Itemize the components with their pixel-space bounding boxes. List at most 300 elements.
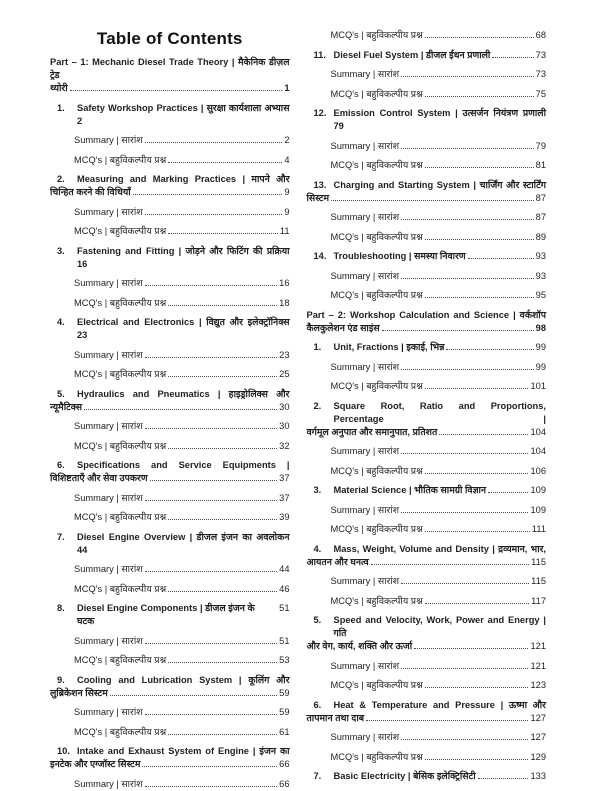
toc-chapter-entry[interactable]	[50, 459, 290, 485]
dot-leader	[168, 373, 277, 377]
toc-entry-line	[74, 492, 290, 505]
toc-entry-line	[331, 445, 547, 458]
page-number: 66	[279, 778, 290, 789]
page-title: Table of Contents	[96, 29, 243, 48]
toc-entry-line	[307, 614, 547, 640]
chapter-number: 3.	[313, 485, 322, 495]
entry-label: Summary | सारांश	[74, 135, 143, 145]
toc-part-heading[interactable]	[307, 309, 547, 335]
toc-chapter-entry[interactable]	[50, 102, 290, 128]
entry-label: Safety Workshop Practices | सुरक्षा कार्यशाला अभ्यास	[77, 102, 290, 113]
toc-entry-line	[50, 82, 290, 95]
dot-leader	[70, 87, 283, 91]
entry-label: MCQ's | बहुविकल्पीय प्रश्न	[330, 30, 423, 40]
chapter-number: 1.	[313, 342, 322, 352]
toc-entry-line	[50, 186, 290, 199]
entry-label: Summary | सारांश	[330, 446, 400, 456]
entry-label: चिन्हित करने की विधियाँ	[50, 187, 131, 197]
page-number: 59	[279, 707, 290, 717]
entry-label: Part – 1: Mechanic Diesel Trade Theory | मैकेनिक डीज़ल ट्रेड	[50, 57, 290, 80]
toc-sub-entry[interactable]	[50, 635, 290, 648]
toc-entry-line	[50, 674, 290, 687]
dot-leader	[168, 159, 282, 163]
toc-sub-entry[interactable]	[307, 595, 547, 608]
toc-sub-entry[interactable]	[307, 465, 547, 478]
page-number: 53	[279, 655, 290, 665]
dot-leader	[84, 406, 277, 410]
entry-label: वर्गमूल अनुपात और समानुपात, प्रतिशत	[306, 426, 438, 437]
page-number: 104	[530, 446, 546, 456]
page-number: 68	[535, 30, 546, 40]
entry-label: Cooling and Lubrication System | कूलिंग और	[77, 674, 290, 685]
toc-entry-line	[74, 349, 290, 362]
page-number: 104	[530, 426, 546, 437]
chapter-number: 8.	[57, 603, 65, 613]
toc-sub-entry[interactable]	[307, 523, 547, 536]
toc-entry-line	[74, 706, 290, 719]
dot-leader	[425, 470, 529, 474]
entry-label: Troubleshooting | समस्या निवारण	[333, 251, 466, 261]
toc-entry-line	[74, 583, 290, 596]
page-number: 30	[279, 401, 290, 412]
chapter-number: 14.	[313, 251, 327, 261]
toc-entry-line	[331, 660, 547, 673]
page-number: 61	[279, 726, 290, 737]
entry-label: Summary | सारांश	[74, 635, 143, 646]
page-number: 99	[535, 361, 546, 372]
toc-sub-entry[interactable]	[307, 361, 547, 374]
toc-entry-line	[74, 563, 290, 576]
chapter-number: 1.	[57, 102, 65, 113]
toc-sub-entry[interactable]	[50, 206, 290, 219]
entry-label: MCQ's | बहुविकल्पीय प्रश्न	[74, 226, 167, 236]
dot-leader	[446, 346, 533, 350]
toc-entry-line	[331, 29, 547, 42]
toc-chapter-entry[interactable]	[307, 614, 547, 653]
entry-label: Summary | सारांश	[330, 69, 400, 79]
toc-entry-line	[331, 211, 547, 224]
toc-entry-line	[74, 277, 290, 290]
page-number: 89	[535, 231, 546, 242]
toc-entry-line	[74, 206, 290, 219]
dot-leader	[110, 692, 277, 696]
entry-label: थ्योरी	[50, 83, 68, 93]
dot-leader	[425, 34, 534, 38]
page-number: 9	[284, 206, 290, 217]
toc-entry-line	[307, 192, 547, 205]
toc-chapter-entry[interactable]	[307, 250, 547, 263]
page-number: 23	[77, 330, 88, 340]
chapter-number: 5.	[57, 388, 65, 399]
toc-entry-line	[50, 329, 290, 342]
toc-entry-line	[331, 159, 547, 172]
toc-entry-line	[74, 225, 290, 238]
toc-sub-entry[interactable]	[307, 270, 547, 283]
dot-leader	[150, 477, 278, 481]
page-number: 123	[530, 680, 546, 690]
entry-label: MCQ's | बहुविकल्पीय प्रश्न	[74, 726, 167, 737]
entry-label: Square Root, Ratio and Proportions, Percentage |	[333, 400, 546, 424]
toc-sub-entry[interactable]	[50, 225, 290, 238]
toc-sub-entry[interactable]	[50, 583, 290, 596]
dot-leader	[492, 54, 533, 58]
page-number: 30	[279, 421, 290, 431]
dot-leader	[414, 645, 528, 649]
toc-entry-line	[74, 511, 290, 524]
toc-entry-line	[50, 459, 290, 472]
toc-sub-entry[interactable]	[50, 511, 290, 524]
page-number: 99	[535, 342, 546, 352]
toc-entry-line	[331, 465, 547, 478]
toc-entry-line	[50, 687, 290, 700]
dot-leader	[401, 736, 528, 740]
toc-entry-line	[74, 297, 290, 310]
toc-sub-entry[interactable]	[50, 492, 290, 505]
toc-chapter-entry[interactable]	[50, 674, 290, 700]
dot-leader	[401, 366, 534, 370]
toc-chapter-entry[interactable]	[307, 341, 547, 354]
chapter-number: 9.	[57, 674, 65, 685]
toc-entry-line	[307, 107, 547, 120]
toc-sub-entry[interactable]	[307, 159, 547, 172]
chapter-number: 11.	[313, 49, 326, 60]
toc-entry-line	[74, 654, 290, 667]
page-number: 133	[530, 771, 546, 781]
dot-leader	[145, 783, 278, 787]
toc-sub-entry[interactable]	[307, 29, 547, 42]
toc-entry-line	[331, 140, 547, 153]
toc-sub-entry[interactable]	[307, 731, 547, 744]
toc-entry-line	[307, 322, 547, 335]
toc-sub-entry[interactable]	[50, 154, 290, 167]
toc-sub-entry[interactable]	[50, 706, 290, 719]
toc-entries-right	[307, 29, 547, 783]
toc-entry-line	[307, 712, 547, 725]
toc-entry-line	[50, 258, 290, 271]
dot-leader	[133, 191, 283, 195]
entry-label: MCQ's | बहुविकल्पीय प्रश्न	[330, 751, 423, 762]
toc-sub-entry[interactable]	[307, 140, 547, 153]
dot-leader	[142, 763, 277, 767]
page-number: 101	[530, 381, 546, 391]
toc-entry-line	[50, 102, 290, 115]
entry-label: इनटेक और एग्जॉस्ट सिस्टम	[50, 759, 141, 769]
toc-sub-entry[interactable]	[307, 380, 547, 393]
page-number: 37	[279, 492, 290, 503]
toc-sub-entry[interactable]	[50, 420, 290, 433]
page-number: 44	[77, 544, 88, 555]
page-number: 44	[279, 564, 290, 574]
dot-leader	[401, 275, 534, 279]
entry-label: Summary | सारांश	[330, 270, 400, 281]
dot-leader	[145, 354, 278, 358]
entry-label: MCQ's | बहुविकल्पीय प्रश्न	[74, 297, 167, 308]
page-number: 11	[279, 226, 290, 236]
toc-entry-line	[74, 368, 290, 381]
entry-label: Summary | सारांश	[74, 206, 143, 217]
entry-label: MCQ's | बहुविकल्पीय प्रश्न	[330, 524, 423, 534]
entry-label: Fastening and Fitting | जोड़ने और फिटिंग की प्रक्रिया	[77, 245, 290, 256]
toc-sub-entry[interactable]	[307, 68, 547, 81]
toc-chapter-entry[interactable]	[307, 49, 547, 62]
dot-leader	[425, 385, 529, 389]
toc-chapter-entry[interactable]	[50, 745, 290, 771]
page-number: 18	[279, 297, 290, 308]
toc-entry-line	[307, 640, 547, 653]
entry-label: आयतन और घनत्व	[306, 556, 369, 567]
toc-entry-line	[50, 316, 290, 329]
entry-label: सिस्टम	[306, 192, 330, 203]
entry-label: Summary | सारांश	[330, 212, 400, 222]
toc-entry-line	[331, 575, 547, 588]
chapter-number: 6.	[313, 699, 322, 710]
toc-sub-entry[interactable]	[50, 349, 290, 362]
toc-chapter-entry[interactable]	[50, 316, 290, 342]
chapter-number: 2.	[57, 174, 65, 184]
toc-entry-line	[50, 472, 290, 485]
dot-leader	[168, 516, 277, 520]
entry-label: और वेग, कार्य, शक्ति और ऊर्जा	[306, 641, 413, 651]
page-number: 87	[535, 192, 546, 203]
toc-sub-entry[interactable]	[50, 440, 290, 453]
toc-chapter-entry[interactable]	[307, 484, 547, 497]
dot-leader	[145, 711, 278, 715]
chapter-number: 10.	[57, 746, 70, 756]
page-number: 87	[535, 212, 546, 222]
toc-chapter-entry[interactable]	[50, 602, 290, 628]
chapter-number: 4.	[313, 543, 322, 554]
entry-label: Charging and Starting System | चार्जिंग और स्टार्टिंग	[333, 179, 546, 190]
toc-column-right	[306, 29, 547, 781]
entry-label: MCQ's | बहुविकल्पीय प्रश्न	[74, 440, 167, 451]
toc-chapter-entry[interactable]	[307, 107, 547, 133]
toc-sub-entry[interactable]	[307, 211, 547, 224]
page-number: 2	[77, 115, 83, 126]
toc-chapter-entry[interactable]	[307, 179, 547, 205]
toc-entry-line	[50, 56, 290, 82]
toc-entry-line	[331, 679, 547, 692]
dot-leader	[468, 255, 534, 259]
toc-entry-line	[331, 231, 547, 244]
dot-leader	[401, 580, 529, 584]
toc-sub-entry[interactable]	[50, 277, 290, 290]
toc-entry-line	[331, 361, 547, 374]
toc-sub-entry[interactable]	[50, 726, 290, 739]
entry-label: Measuring and Marking Practices | मापने और	[77, 174, 290, 184]
toc-entry-line	[307, 309, 547, 322]
toc-entry-line	[74, 154, 290, 167]
toc-chapter-entry[interactable]	[307, 543, 547, 569]
dot-leader	[168, 445, 277, 449]
page-number: 93	[535, 270, 546, 281]
toc-entry-line	[50, 245, 290, 258]
toc-entry-line	[307, 341, 547, 354]
entry-label: विशिष्टताएँ और सेवा उपकरण	[50, 473, 148, 483]
toc-entry-line	[331, 523, 547, 536]
dot-leader	[401, 665, 528, 669]
toc-entry-line	[307, 426, 547, 439]
dot-leader	[425, 528, 530, 532]
toc-chapter-entry[interactable]	[307, 699, 547, 725]
entry-label: Mass, Weight, Volume and Density | द्रव्यमान, भार,	[333, 543, 546, 554]
toc-sub-entry[interactable]	[307, 445, 547, 458]
entry-label: कैलकुलेशन एंड साइंस	[306, 322, 380, 333]
entry-label: लुब्रिकेशन सिस्टम	[50, 687, 108, 698]
dot-leader	[168, 588, 277, 592]
toc-entry-line	[307, 120, 547, 133]
dot-leader	[425, 164, 534, 168]
toc-entry-line	[50, 602, 290, 628]
page-number: 79	[333, 121, 344, 131]
toc-chapter-entry[interactable]	[50, 388, 290, 414]
page-number: 121	[530, 641, 546, 651]
toc-entry-line	[74, 778, 290, 791]
dot-leader	[145, 497, 278, 501]
entry-label: Summary | सारांश	[74, 564, 143, 574]
toc-sub-entry[interactable]	[50, 134, 290, 147]
dot-leader	[425, 93, 534, 97]
entry-label: Emission Control System | उत्सर्जन नियंत्रण प्रणाली	[333, 108, 546, 118]
toc-sub-entry[interactable]	[307, 679, 547, 692]
toc-entry-line	[50, 115, 290, 128]
dot-leader	[425, 684, 529, 688]
dot-leader	[425, 600, 530, 604]
dot-leader	[401, 509, 528, 513]
page-number: 32	[279, 440, 290, 451]
toc-chapter-entry[interactable]	[307, 400, 547, 439]
toc-entry-line	[331, 88, 547, 101]
page-number: 73	[535, 69, 546, 79]
page-number: 121	[530, 660, 546, 671]
leader-spacer	[268, 608, 278, 611]
toc-entry-line	[74, 440, 290, 453]
toc-chapter-entry[interactable]	[50, 531, 290, 557]
toc-sub-entry[interactable]	[50, 654, 290, 667]
toc-sub-entry[interactable]	[307, 575, 547, 588]
toc-entry-line	[50, 758, 290, 771]
toc-entry-line	[50, 173, 290, 186]
toc-entry-line	[307, 543, 547, 556]
page-number: 75	[535, 88, 546, 99]
toc-sub-entry[interactable]	[307, 504, 547, 517]
dot-leader	[401, 145, 534, 149]
toc-sub-entry[interactable]	[50, 563, 290, 576]
entry-label: MCQ's | बहुविकल्पीय प्रश्न	[74, 583, 167, 594]
toc-entry-line	[74, 420, 290, 433]
toc-column-left	[50, 29, 290, 789]
page-number: 16	[279, 278, 290, 288]
toc-entry-line	[307, 699, 547, 712]
toc-chapter-entry[interactable]	[50, 173, 290, 199]
toc-chapter-entry[interactable]	[50, 245, 290, 271]
chapter-number: 12.	[313, 108, 327, 118]
entry-label: MCQ's | बहुविकल्पीय प्रश्न	[74, 369, 167, 379]
entry-label: Intake and Exhaust System of Engine | इंजन का	[77, 746, 290, 756]
dot-leader	[331, 197, 534, 201]
toc-entry-line	[50, 401, 290, 414]
page-number: 81	[535, 160, 546, 170]
toc-entry-line	[331, 289, 547, 302]
dot-leader	[401, 216, 534, 220]
entry-label: MCQ's | बहुविकल्पीय प्रश्न	[330, 160, 423, 170]
dot-leader	[145, 425, 278, 429]
toc-sub-entry[interactable]	[50, 778, 290, 791]
entry-label: MCQ's | बहुविकल्पीय प्रश्न	[330, 290, 423, 300]
entry-label: MCQ's | बहुविकल्पीय प्रश्न	[330, 465, 423, 476]
toc-chapter-entry[interactable]	[307, 770, 547, 783]
toc-entry-line	[331, 380, 547, 393]
dot-leader	[168, 659, 277, 663]
toc-entry-line	[331, 270, 547, 283]
entry-label: Summary | सारांश	[74, 707, 143, 717]
chapter-number: 6.	[57, 460, 65, 470]
page-number: 9	[284, 187, 290, 197]
toc-sub-entry[interactable]	[307, 88, 547, 101]
toc-sub-entry[interactable]	[307, 660, 547, 673]
toc-sub-entry[interactable]	[307, 289, 547, 302]
toc-sub-entry[interactable]	[307, 751, 547, 764]
page-number: 79	[535, 140, 546, 151]
toc-sub-entry[interactable]	[50, 297, 290, 310]
page-number: 115	[531, 556, 546, 567]
toc-entry-line	[331, 751, 547, 764]
page-number: 23	[279, 349, 290, 360]
toc-entry-line	[74, 635, 290, 648]
toc-entry-line	[50, 388, 290, 401]
toc-sub-entry[interactable]	[307, 231, 547, 244]
entry-label: Hydraulics and Pneumatics | हाइड्रोलिक्स और	[77, 388, 290, 399]
entry-label: Diesel Fuel System | डीजल ईंधन प्रणाली	[333, 49, 491, 60]
page-number: 73	[535, 49, 546, 60]
entry-label: Part – 2: Workshop Calculation and Science | वर्कशॉप	[306, 309, 546, 320]
entry-label: Speed and Velocity, Work, Power and Energy | गति	[333, 615, 546, 638]
toc-entry-line	[50, 531, 290, 544]
chapter-number: 7.	[57, 531, 65, 542]
page-number: 1	[284, 83, 290, 93]
toc-entry-line	[307, 179, 547, 192]
dot-leader	[382, 327, 534, 331]
page-number: 106	[530, 465, 546, 476]
chapter-number: 3.	[57, 245, 65, 256]
page-number: 117	[531, 595, 546, 606]
dot-leader	[425, 756, 529, 760]
page-number: 109	[530, 504, 546, 515]
page-number: 46	[279, 583, 290, 594]
entry-label: Basic Electricity | बेसिक इलेक्ट्रिसिटी	[333, 771, 476, 781]
page-number: 127	[530, 732, 546, 742]
toc-sub-entry[interactable]	[50, 368, 290, 381]
toc-entry-line	[331, 68, 547, 81]
entry-label: Summary | सारांश	[74, 349, 143, 360]
entry-label: Diesel Engine Overview | डीजल इंजन का अवलोकन	[77, 531, 290, 542]
page-number: 127	[530, 712, 546, 723]
chapter-number: 13.	[313, 179, 327, 190]
dot-leader	[145, 568, 278, 572]
dot-leader	[425, 236, 534, 240]
entry-label: Summary | सारांश	[74, 278, 143, 288]
entry-label: MCQ's | बहुविकल्पीय प्रश्न	[330, 595, 423, 606]
toc-entry-line	[50, 745, 290, 758]
entry-label: MCQ's | बहुविकल्पीय प्रश्न	[74, 512, 167, 522]
page-number: 51	[279, 635, 290, 646]
toc-entries-left	[50, 56, 290, 791]
page-number: 59	[279, 687, 290, 698]
toc-part-heading[interactable]	[50, 56, 290, 95]
entry-label: Summary | सारांश	[330, 361, 400, 372]
toc-entry-line	[307, 250, 547, 263]
page-number: 98	[535, 322, 546, 333]
entry-label: न्यूमैटिक्स	[50, 401, 83, 412]
